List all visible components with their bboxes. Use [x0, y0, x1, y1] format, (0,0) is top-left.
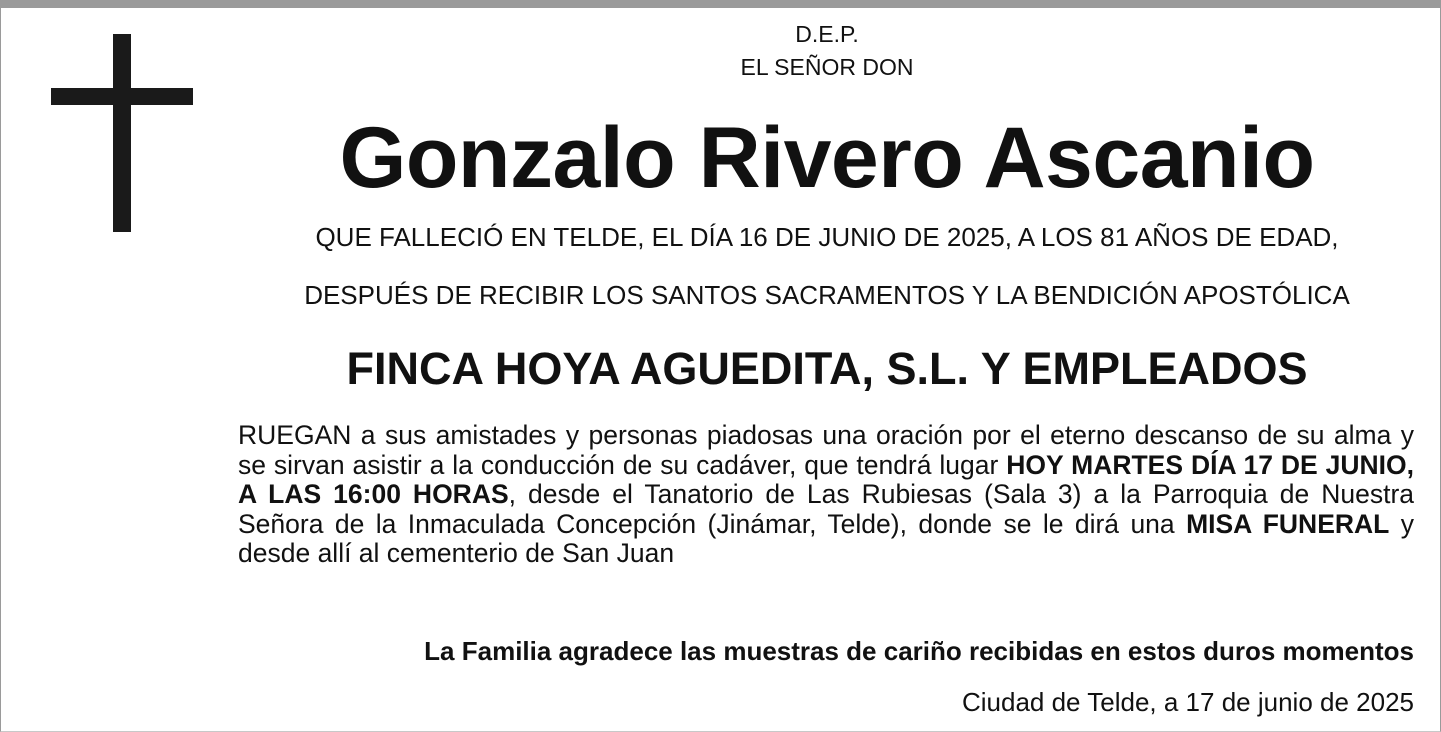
- request-date-time: HOY MARTES DÍA 17 DE JUNIO, A LAS 16:00 HORAS: [238, 449, 1414, 509]
- honorific-title: EL SEÑOR DON: [740, 54, 914, 80]
- deceased-name: Gonzalo Rivero Ascanio: [339, 110, 1315, 206]
- dep-heading: D.E.P.: [795, 21, 859, 47]
- funeral-request-paragraph: [238, 421, 1414, 569]
- cross-horizontal-bar: [51, 88, 193, 105]
- request-text-1: RUEGAN a sus amistades y personas piadosas una oración por el eterno descanso de su alma y se sirvan asistir a la conducción de su cadáver, que tendrá lugar: [238, 420, 1414, 480]
- request-text-3: y desde allí al cementerio de San Juan: [238, 508, 1414, 568]
- family-thanks: La Familia agradece las muestras de cariño recibidas en estos duros momentos: [424, 636, 1414, 666]
- dateline: Ciudad de Telde, a 17 de junio de 2025: [961, 687, 1414, 717]
- request-mass: MISA FUNERAL: [1186, 508, 1390, 539]
- request-text-2: , desde el Tanatorio de Las Rubiesas (Sala 3) a la Parroquia de Nuestra Señora de la Inmaculada Concepción (Jinámar, Telde), donde se le dirá una: [238, 479, 1415, 539]
- death-notice-line-2: DESPUÉS DE RECIBIR LOS SANTOS SACRAMENTOS Y LA BENDICIÓN APOSTÓLICA: [304, 280, 1350, 310]
- mourners-name: FINCA HOYA AGUEDITA, S.L. Y EMPLEADOS: [346, 343, 1308, 394]
- death-notice-line-1: QUE FALLECIÓ EN TELDE, EL DÍA 16 DE JUNIO DE 2025, A LOS 81 AÑOS DE EDAD,: [315, 222, 1339, 252]
- cross-vertical-bar: [113, 34, 131, 232]
